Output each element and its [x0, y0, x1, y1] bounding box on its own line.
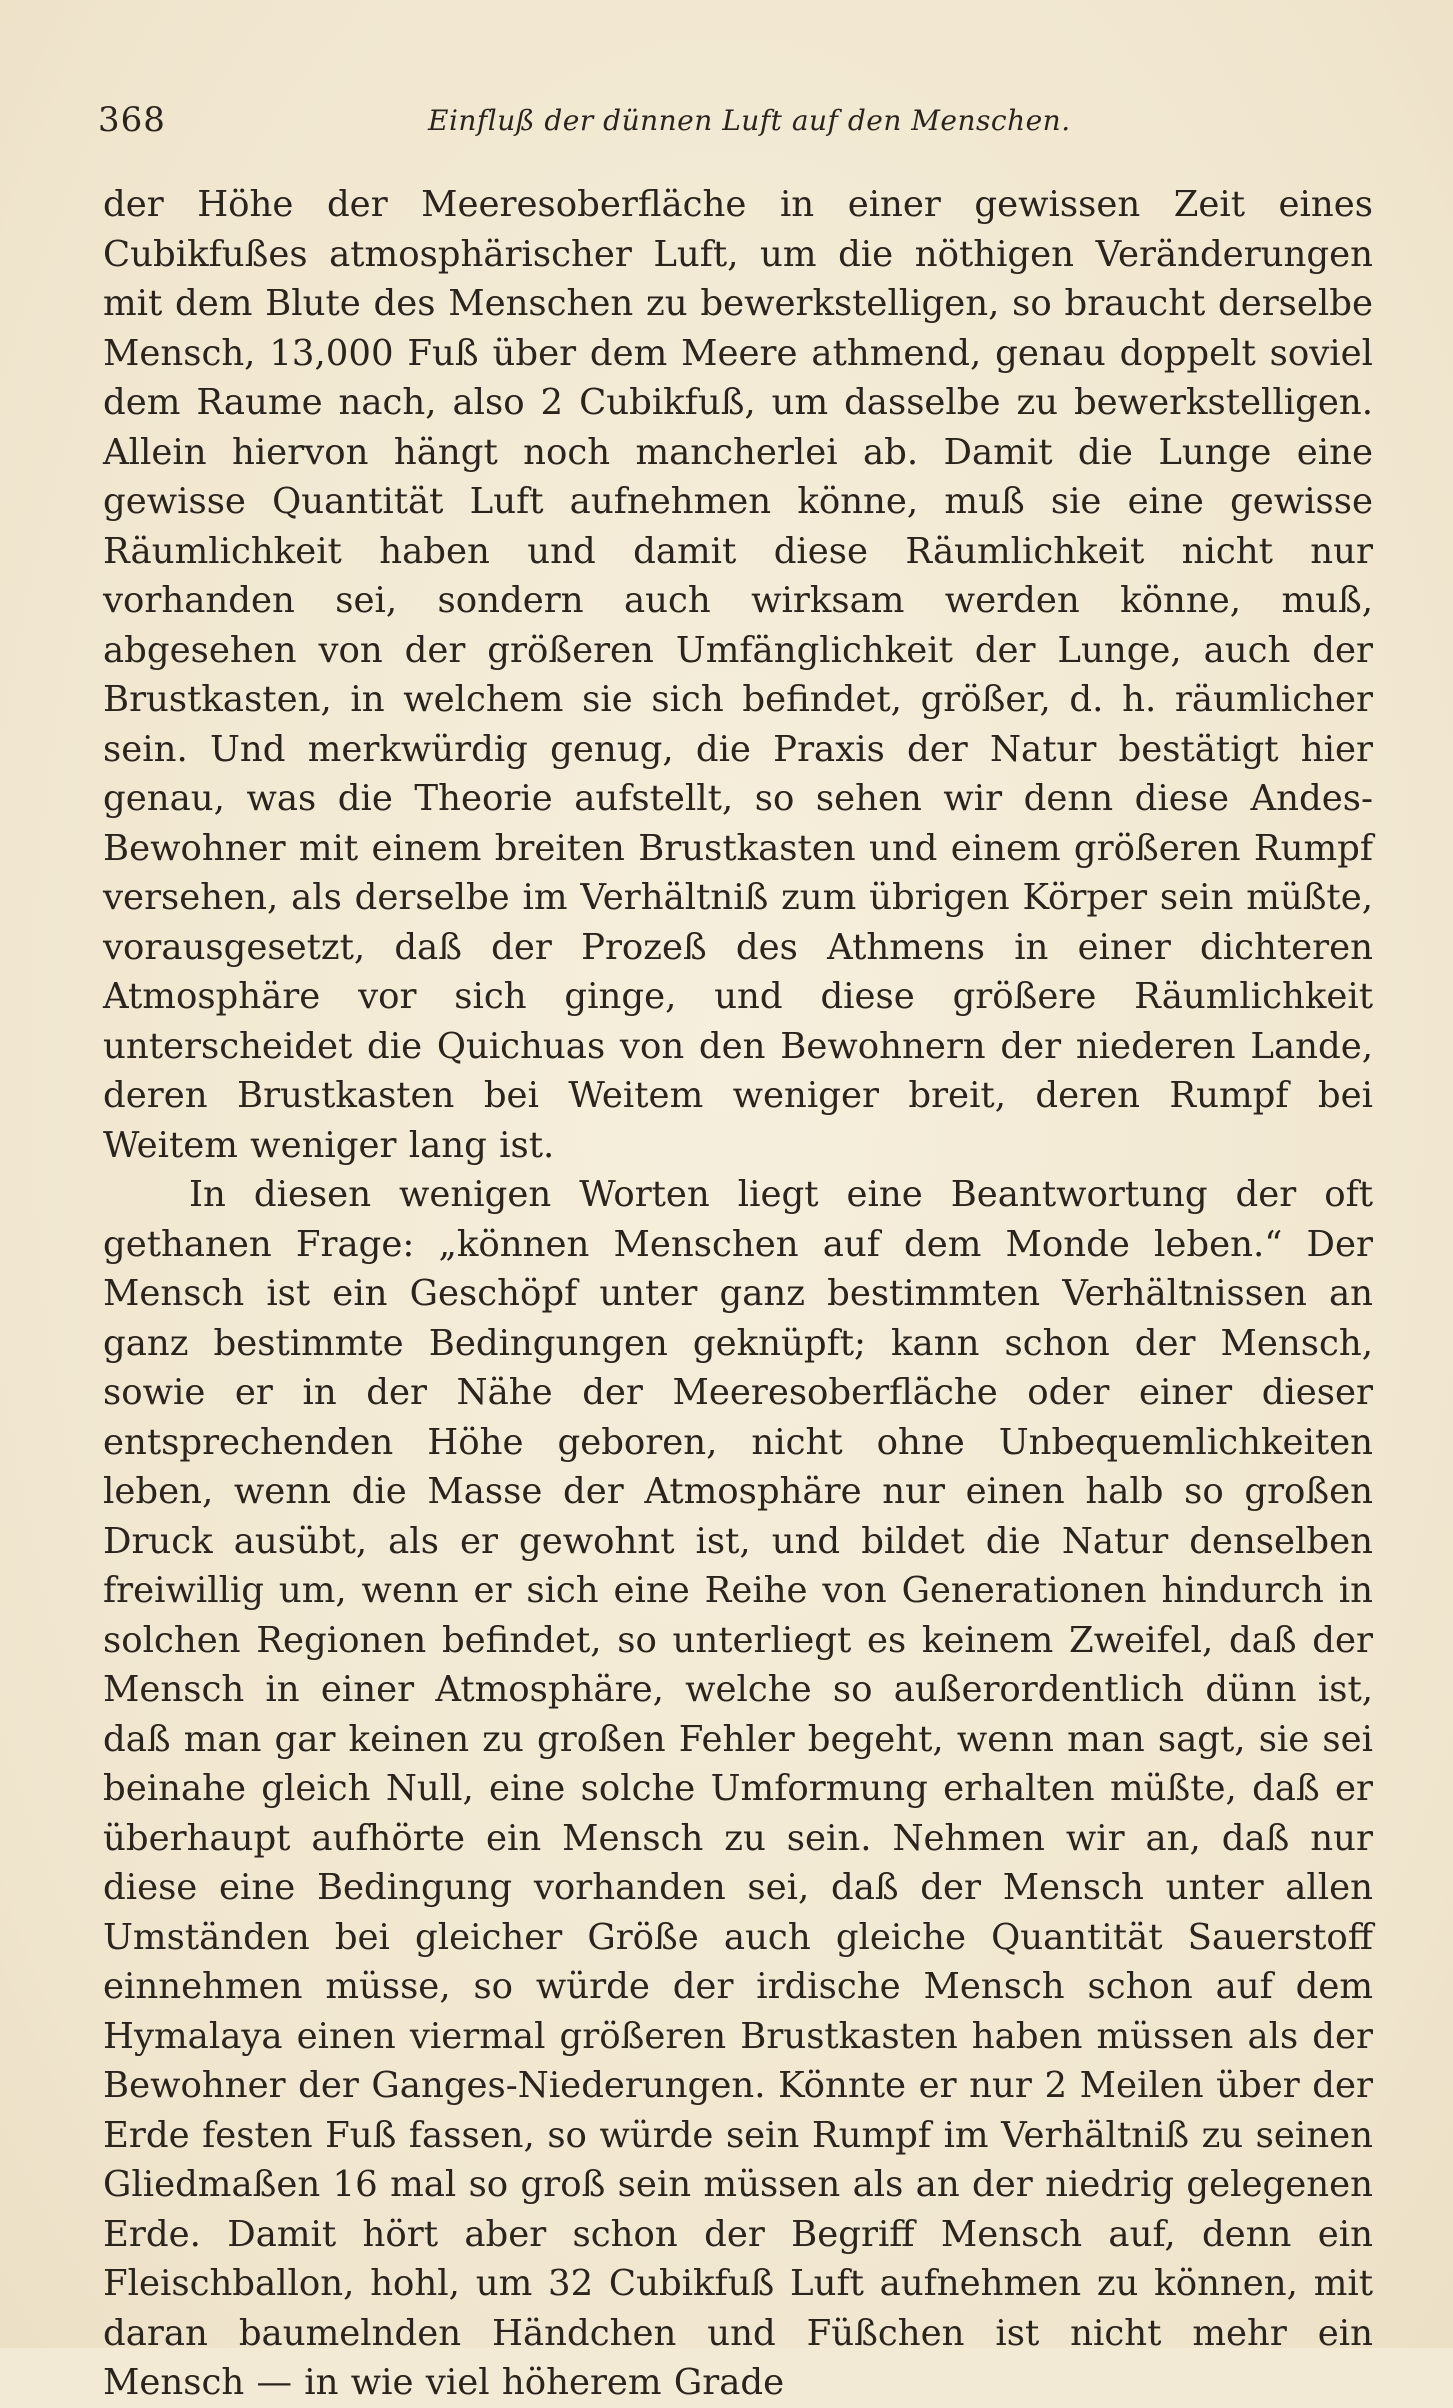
paragraph: der Höhe der Meeresoberfläche in einer gewissen Zeit eines Cubikfußes atmosphärischer Luft, um die nöthigen Veränderungen mit dem Blute des Menschen zu bewerkstelligen, so braucht derselbe Mensch, 13,000 Fuß über dem Meere athmend, genau doppelt soviel dem Raume nach, also 2 Cubikfuß, um dasselbe zu bewerkstelligen. Allein hiervon hängt noch mancherlei ab. Damit die Lunge eine gewisse Quantität Luft aufnehmen könne, muß sie eine gewisse Räumlichkeit haben und damit diese Räumlichkeit nicht nur vorhanden sei, sondern auch wirksam werden könne, muß, abgesehen von der größeren Umfänglichkeit der Lunge, auch der Brustkasten, in welchem sie sich befindet, größer, d. h. räumlicher sein. Und merkwürdig genug, die Praxis der Natur bestätigt hier genau, was die Theorie aufstellt, so sehen wir denn diese Andes-Bewohner mit einem breiten Brustkasten und einem größeren Rumpf versehen, als derselbe im Verhältniß zum übrigen Körper sein müßte, vorausgesetzt, daß der Prozeß des Athmens in einer dichteren Atmosphäre vor sich ginge, und diese größere Räumlichkeit unterscheidet die Quichuas von den Bewohnern der niederen Lande, deren Brustkasten bei Weitem weniger breit, deren Rumpf bei Weitem weniger lang ist.: [103, 184, 1373, 1166]
running-head: Einfluß der dünnen Luft auf den Menschen.: [428, 104, 1071, 137]
paragraph: In diesen wenigen Worten liegt eine Beantwortung der oft gethanen Frage: „können Menschen auf dem Monde leben.“ Der Mensch ist ein Geschöpf unter ganz bestimmten Verhältnissen an ganz bestimmte Bedingungen geknüpft; kann schon der Mensch, sowie er in der Nähe der Meeresoberfläche oder einer dieser entsprechenden Höhe geboren, nicht ohne Unbequemlichkeiten leben, wenn die Masse der Atmosphäre nur einen halb so großen Druck ausübt, als er gewohnt ist, und bildet die Natur denselben freiwillig um, wenn er sich eine Reihe von Generationen hindurch in solchen Regionen befindet, so unterliegt es keinem Zweifel, daß der Mensch in einer Atmosphäre, welche so außerordentlich dünn ist, daß man gar keinen zu großen Fehler begeht, wenn man sagt, sie sei beinahe gleich Null, eine solche Umformung erhalten müßte, daß er überhaupt aufhörte ein Mensch zu sein. Nehmen wir an, daß nur diese eine Bedingung vorhanden sei, daß der Mensch unter allen Umständen bei gleicher Größe auch gleiche Quantität Sauerstoff einnehmen müsse, so würde der irdische Mensch schon auf dem Hymalaya einen viermal größeren Brustkasten haben müssen als der Bewohner der Ganges-Niederungen. Könnte er nur 2 Meilen über der Erde festen Fuß fassen, so würde sein Rumpf im Verhältniß zu seinen Gliedmaßen 16 mal so groß sein müssen als an der niedrig gelegenen Erde. Damit hört aber schon der Begriff Mensch auf, denn ein Fleischballon, hohl, um 32 Cubikfuß Luft aufnehmen zu können, mit daran baumelnden Händchen und Füßchen ist nicht mehr ein Mensch — in wie viel höherem Grade: [103, 1174, 1373, 2403]
body-text: [103, 180, 1373, 2408]
page-header: [98, 100, 1378, 150]
page-number: 368: [98, 100, 166, 140]
